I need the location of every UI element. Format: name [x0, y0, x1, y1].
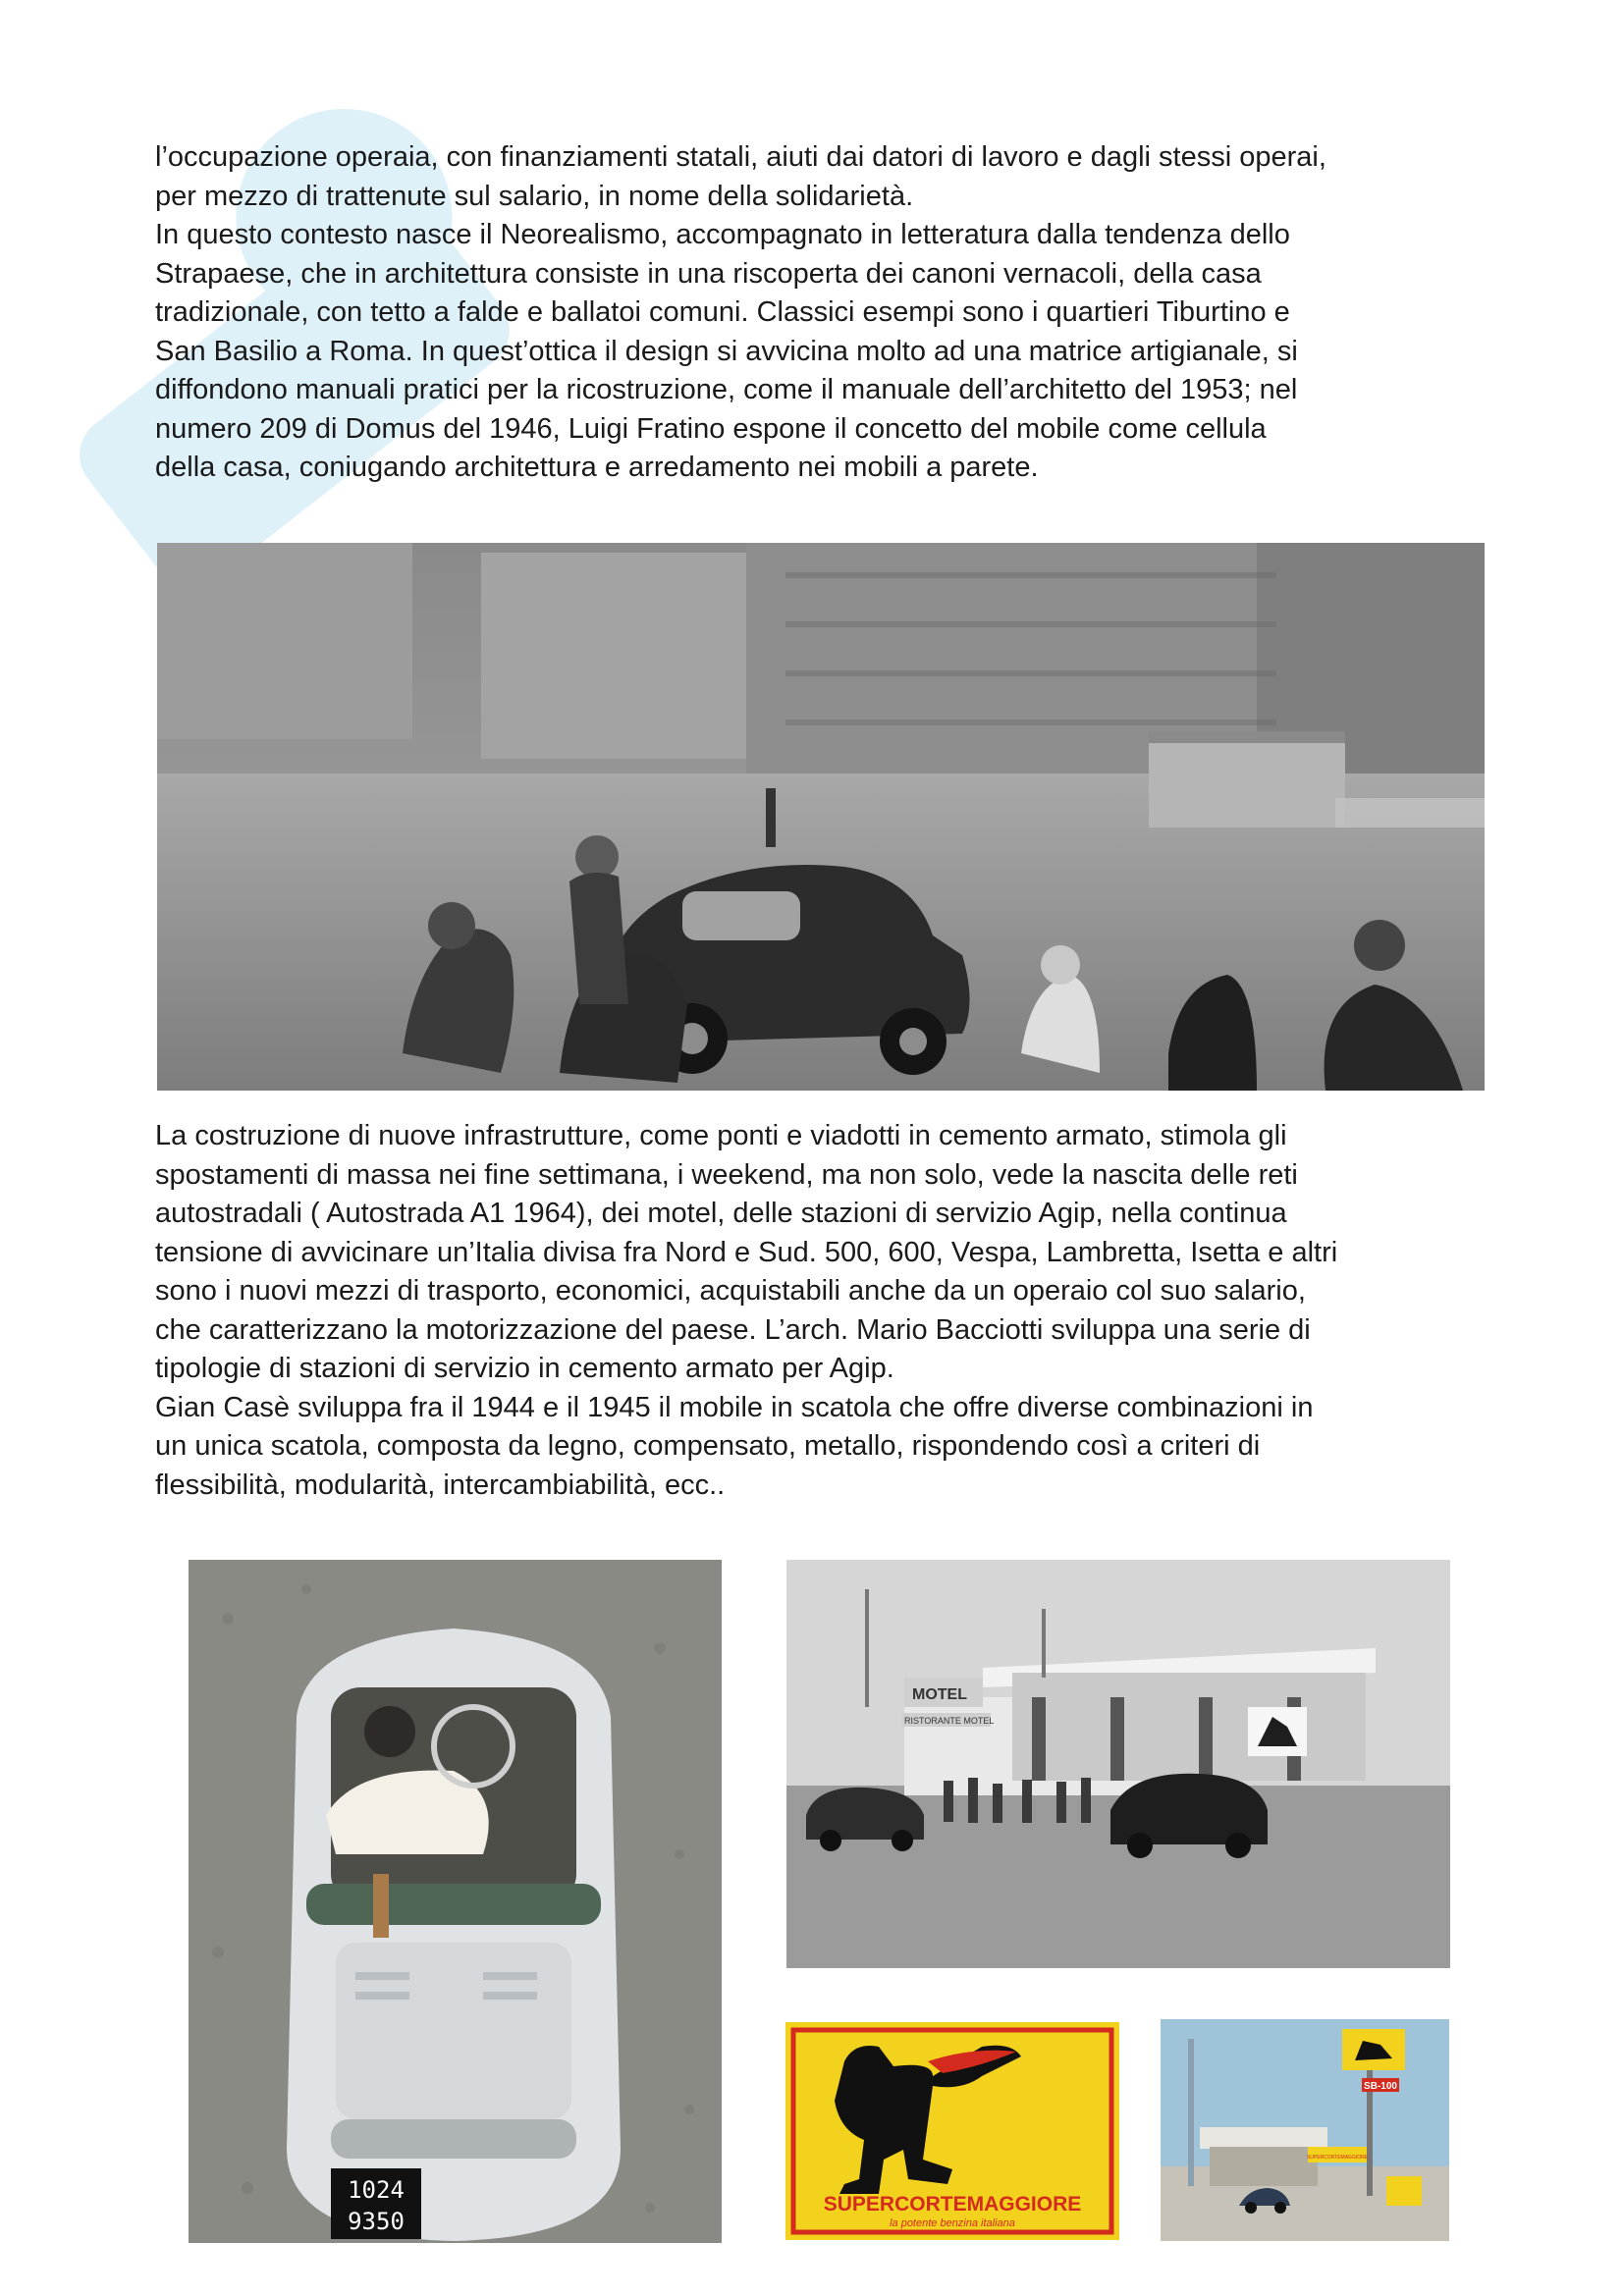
text-line: della casa, coniugando architettura e arredamento nei mobili a parete. [155, 452, 1039, 483]
text-line: La costruzione di nuove infrastrutture, come ponti e viadotti in cemento armato, stimola gli [155, 1120, 1287, 1151]
text-line: Gian Casè sviluppa fra il 1944 e il 1945 il mobile in scatola che offre diverse combinazioni in [155, 1391, 1314, 1423]
plate-bottom-text: 9350 [348, 2208, 405, 2235]
text-line: diffondono manuali pratici per la ricostruzione, come il manuale dell’architetto del 1953; nel [155, 374, 1298, 405]
text-line: per mezzo di trattenute sul salario, in nome della solidarietà. [155, 180, 914, 212]
poster-brand: SUPERCORTEMAGGIORE [823, 2193, 1082, 2216]
photo-supercortemaggiore-poster [785, 2022, 1119, 2240]
text-line: tradizionale, con tetto a falde e ballatoi comuni. Classici esempi sono i quartieri Tiburtino e [155, 296, 1290, 328]
text-line: numero 209 di Domus del 1946, Luigi Fratino espone il concetto del mobile come cellula [155, 412, 1267, 445]
text-line: spostamenti di massa nei fine settimana, i weekend, ma non solo, vede la nascita delle reti [155, 1158, 1298, 1191]
motel-sign: MOTEL [912, 1686, 967, 1703]
text-line: In questo contesto nasce il Neorealismo, accompagnato in letteratura dalla tendenza dello [155, 219, 1290, 250]
paragraph-infrastructure [155, 1117, 1483, 1505]
price-sign: SB-100 [1364, 2081, 1397, 2092]
photo-agip-station-illustration [1161, 2019, 1449, 2241]
restaurant-sign: RISTORANTE MOTEL [904, 1716, 995, 1726]
photo-agip-motel [786, 1560, 1450, 1968]
text-line: sono i nuovi mezzi di trasporto, economici, acquistabili anche da un operaio col suo salario, [155, 1275, 1306, 1307]
text-line: che caratterizzano la motorizzazione del paese. L’arch. Mario Bacciotti sviluppa una serie di [155, 1313, 1311, 1346]
text-line: San Basilio a Roma. In quest’ottica il design si avvicina molto ad una matrice artigianale, si [155, 335, 1298, 367]
plate-top-text: 1024 [348, 2176, 405, 2204]
poster-tagline: la potente benzina italiana [890, 2217, 1015, 2229]
text-line: flessibilità, modularità, intercambiabilità, ecc.. [155, 1468, 726, 1501]
photo-street-scene-fiat500 [157, 543, 1485, 1091]
text-line: autostradali ( Autostrada A1 1964), dei motel, delle stazioni di servizio Agip, nella continua [155, 1198, 1287, 1229]
paragraph-intro [155, 138, 1483, 488]
photo-fiat500-top-view [189, 1560, 722, 2243]
text-line: l’occupazione operaia, con finanziamenti statali, aiuti dai datori di lavoro e dagli stessi operai, [155, 141, 1326, 173]
station-sign: SUPERCORTEMAGGIORE [1306, 2155, 1369, 2161]
text-line: Strapaese, che in architettura consiste in una riscoperta dei canoni vernacoli, della casa [155, 257, 1262, 290]
text-line: tipologie di stazioni di servizio in cemento armato per Agip. [155, 1353, 894, 1384]
text-line: un unica scatola, composta da legno, compensato, metallo, rispondendo così a criteri di [155, 1430, 1261, 1462]
text-line: tensione di avvicinare un’Italia divisa fra Nord e Sud. 500, 600, Vespa, Lambretta, Isetta e altri [155, 1236, 1338, 1268]
